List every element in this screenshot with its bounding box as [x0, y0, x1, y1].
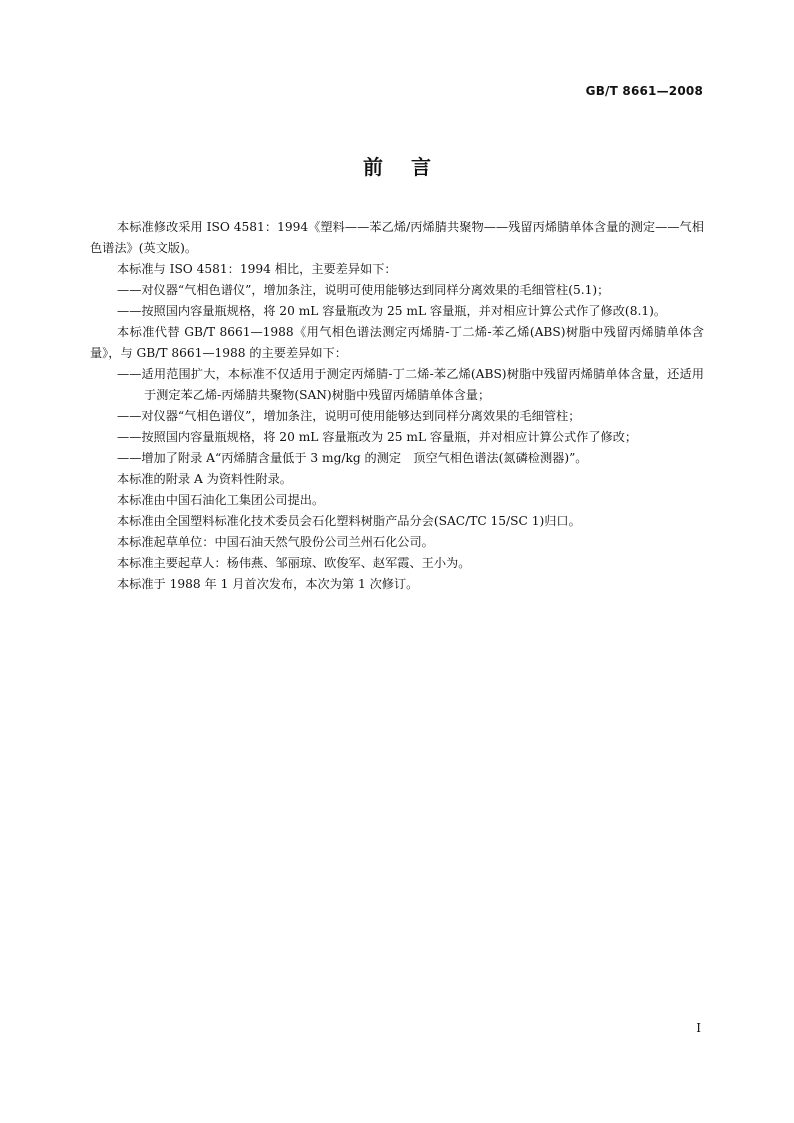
list-item: ——对仪器“气相色谱仪”，增加条注，说明可使用能够达到同样分离效果的毛细管柱(5.1)；: [117, 283, 610, 297]
paragraph-replaces: 本标准代替 GB/T 8661—1988《用气相色谱法测定丙烯腈-丁二烯-苯乙烯(ABS)树脂中残留丙烯腈单体含量》，与 GB/T 8661—1988 的主要差异如下：: [90, 325, 704, 360]
list-item: ——适用范围扩大，本标准不仅适用于测定丙烯腈-丁二烯-苯乙烯(ABS)树脂中残留丙烯腈单体含量，还适用于测定苯乙烯-丙烯腈共聚物(SAN)树脂中残留丙烯腈单体含量；: [117, 367, 704, 402]
paragraph-adoption: 本标准修改采用 ISO 4581：1994《塑料——苯乙烯/丙烯腈共聚物——残留丙烯腈单体含量的测定——气相色谱法》(英文版)。: [90, 220, 704, 255]
paragraph-annex: 本标准的附录 A 为资料性附录。: [117, 472, 292, 486]
list-item: ——增加了附录 A“丙烯腈含量低于 3 mg/kg 的测定 顶空气相色谱法(氮磷检测器)”。: [117, 451, 588, 465]
list-item: ——对仪器“气相色谱仪”，增加条注，说明可使用能够达到同样分离效果的毛细管柱；: [117, 409, 581, 423]
page-number: Ⅰ: [696, 1021, 701, 1035]
paragraph-committee: 本标准由全国塑料标准化技术委员会石化塑料树脂产品分会(SAC/TC 15/SC 1)归口。: [117, 514, 581, 528]
paragraph-proposer: 本标准由中国石油化工集团公司提出。: [117, 493, 325, 507]
list-item: ——按照国内容量瓶规格，将 20 mL 容量瓶改为 25 mL 容量瓶，并对相应计算公式作了修改；: [117, 430, 638, 444]
paragraph-history: 本标准于 1988 年 1 月首次发布，本次为第 1 次修订。: [117, 577, 419, 591]
paragraph-drafters: 本标准主要起草人：杨伟燕、邹丽琼、欧俊军、赵军霞、王小为。: [117, 556, 471, 570]
list-item: ——按照国内容量瓶规格，将 20 mL 容量瓶改为 25 mL 容量瓶，并对相应计算公式作了修改(8.1)。: [117, 304, 667, 318]
standard-code: GB/T 8661—2008: [585, 84, 703, 98]
paragraph-differences-iso: 本标准与 ISO 4581：1994 相比，主要差异如下：: [117, 262, 397, 276]
paragraph-drafting-unit: 本标准起草单位：中国石油天然气股份公司兰州石化公司。: [117, 535, 434, 549]
page-title: 前言: [363, 155, 459, 179]
foreword-body: [90, 217, 704, 595]
